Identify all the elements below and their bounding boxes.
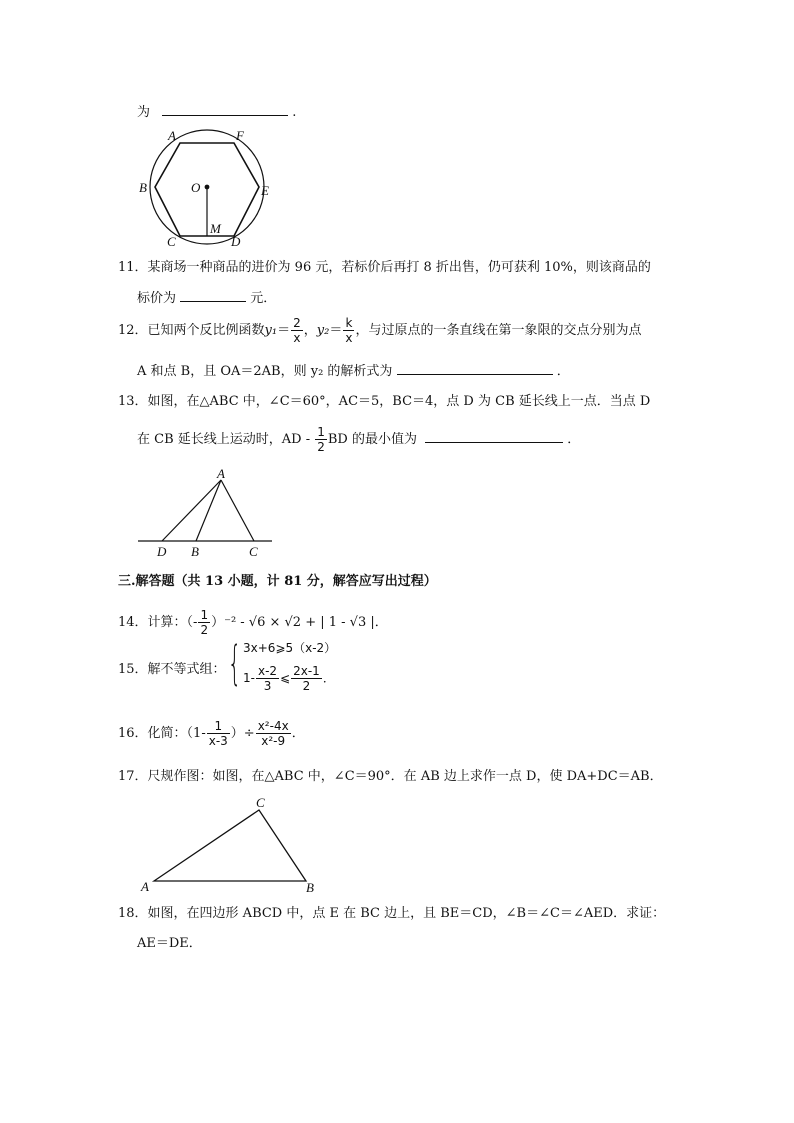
q16-line	[118, 719, 305, 748]
q10-answer-line	[137, 104, 296, 122]
q14-suffix: ）⁻² - √6 × √2 + | 1 - √3 |．	[211, 615, 388, 630]
q13-line2-prefix: 在 CB 延长线上运动时，AD -	[137, 432, 315, 447]
q10-answer-blank[interactable]	[162, 115, 288, 116]
label-D: D	[157, 544, 167, 559]
q12-comma: ，	[303, 323, 317, 338]
label-B: B	[139, 180, 147, 195]
q15-leq: ⩽	[280, 671, 291, 685]
q12-line2	[137, 363, 570, 381]
q12-y2: y₂	[316, 323, 330, 338]
q14-prefix: 14．计算：（-	[118, 615, 198, 630]
q16-f1-den: x-3	[208, 734, 228, 748]
q12-eq2: ＝	[329, 323, 343, 338]
q15-row1: 3x+6⩾5（x-2）	[243, 641, 337, 655]
q12-f1-num: 2	[293, 316, 301, 330]
q10-suffix: .	[292, 105, 297, 120]
q15-row2-prefix: 1-	[243, 671, 255, 685]
q12-line2-prefix: A 和点 B，且 OA＝2AB，则 y₂ 的解析式为	[137, 364, 393, 379]
q16-f2-den: x²-9	[261, 734, 286, 748]
q15-label: 15．解不等式组：	[118, 662, 226, 677]
q16-fraction-1	[207, 719, 230, 748]
q15-f1-den: 3	[263, 679, 272, 693]
q13-line1: 13．如图，在△ABC 中，∠C＝60°，AC＝5，BC＝4，点 D 为 CB 延长线上一点．当点 D	[118, 394, 651, 409]
q15-f2-den: 2	[302, 679, 311, 693]
q13-line2-mid: BD 的最小值为	[327, 432, 417, 447]
q13-answer-blank[interactable]	[425, 442, 563, 443]
q11-suffix: 元．	[250, 291, 277, 306]
label-D: D	[231, 234, 241, 249]
q16-prefix: 16．化简：（1-	[118, 726, 206, 741]
q11-answer-blank[interactable]	[180, 301, 246, 302]
q14-fraction-half	[198, 608, 210, 637]
q12-eq1: ＝	[277, 323, 291, 338]
q12-fraction-2-over-x	[291, 316, 303, 345]
q16-f1-num: 1	[207, 719, 230, 734]
right-triangle-figure-q17	[138, 793, 323, 895]
q11-line2	[137, 290, 276, 308]
center-point-O	[205, 185, 210, 190]
q11-line1: 11．某商场一种商品的进价为 96 元，若标价后再打 8 折出售，仍可获利 10%，则该商品的	[118, 260, 651, 275]
q13-line2-suffix: ．	[567, 432, 581, 447]
segment-AB	[196, 480, 221, 541]
q12-intro: 12．已知两个反比例函数	[118, 323, 265, 338]
label-B: B	[191, 544, 199, 559]
label-A: A	[168, 128, 176, 143]
q15-fraction-1	[256, 664, 279, 693]
q14-line	[118, 608, 388, 637]
label-A: A	[141, 879, 149, 894]
q10-prefix: 为	[137, 105, 151, 120]
q13-fraction-half	[315, 425, 327, 454]
label-E: E	[261, 183, 269, 198]
section-3-title: 三.解答题（共 13 小题，计 81 分，解答应写出过程）	[118, 574, 437, 589]
label-F: F	[236, 128, 244, 143]
q12-line1	[118, 316, 641, 345]
triangle-ABC	[154, 810, 306, 881]
q18-line2: AE＝DE．	[137, 936, 202, 951]
q12-y1: y₁	[264, 323, 278, 338]
q14-f-den: 2	[200, 623, 209, 637]
q13-f-den: 2	[317, 440, 325, 454]
q12-answer-blank[interactable]	[397, 374, 553, 375]
label-A: A	[217, 466, 225, 481]
q12-rest: ，与过原点的一条直线在第一象限的交点分别为点	[355, 323, 642, 338]
label-C: C	[249, 544, 258, 559]
q11-prefix: 标价为	[137, 291, 177, 306]
q12-fraction-k-over-x	[343, 316, 354, 345]
segment-AC	[221, 480, 254, 541]
q16-mid: ）÷	[230, 726, 255, 741]
q15-end: ．	[322, 671, 335, 685]
label-C: C	[167, 234, 176, 249]
hexagon-circle-figure	[130, 125, 280, 250]
q18-line1: 18．如图，在四边形 ABCD 中，点 E 在 BC 边上，且 BE＝CD，∠B＝∠C＝∠AED．求证：	[118, 906, 666, 921]
q16-fraction-2	[256, 719, 291, 748]
segment-AD	[162, 480, 221, 541]
q15-f1-num: x-2	[257, 664, 278, 678]
q17-line: 17．尺规作图：如图，在△ABC 中，∠C＝90°．在 AB 边上求作一点 D，使 DA+DC＝AB．	[118, 769, 663, 784]
q12-f1-den: x	[293, 331, 301, 345]
q13-line2	[137, 425, 580, 454]
label-O: O	[191, 180, 201, 195]
q12-line2-suffix: ．	[556, 364, 570, 379]
q12-f2-num: k	[343, 316, 354, 331]
q16-end: ．	[291, 726, 305, 741]
q16-f2-num: x²-4x	[257, 719, 289, 733]
label-M: M	[210, 221, 221, 236]
q12-f2-den: x	[345, 331, 353, 345]
q15-row2	[243, 664, 335, 693]
triangle-figure-q13	[135, 465, 275, 560]
q15-f2-num: 2x-1	[293, 664, 320, 678]
label-B: B	[306, 880, 314, 895]
q14-f-num: 1	[200, 608, 209, 622]
q15-fraction-2	[291, 664, 322, 693]
q13-f-num: 1	[317, 425, 325, 439]
q15-brace-icon: {	[228, 636, 242, 690]
label-C: C	[256, 795, 265, 810]
